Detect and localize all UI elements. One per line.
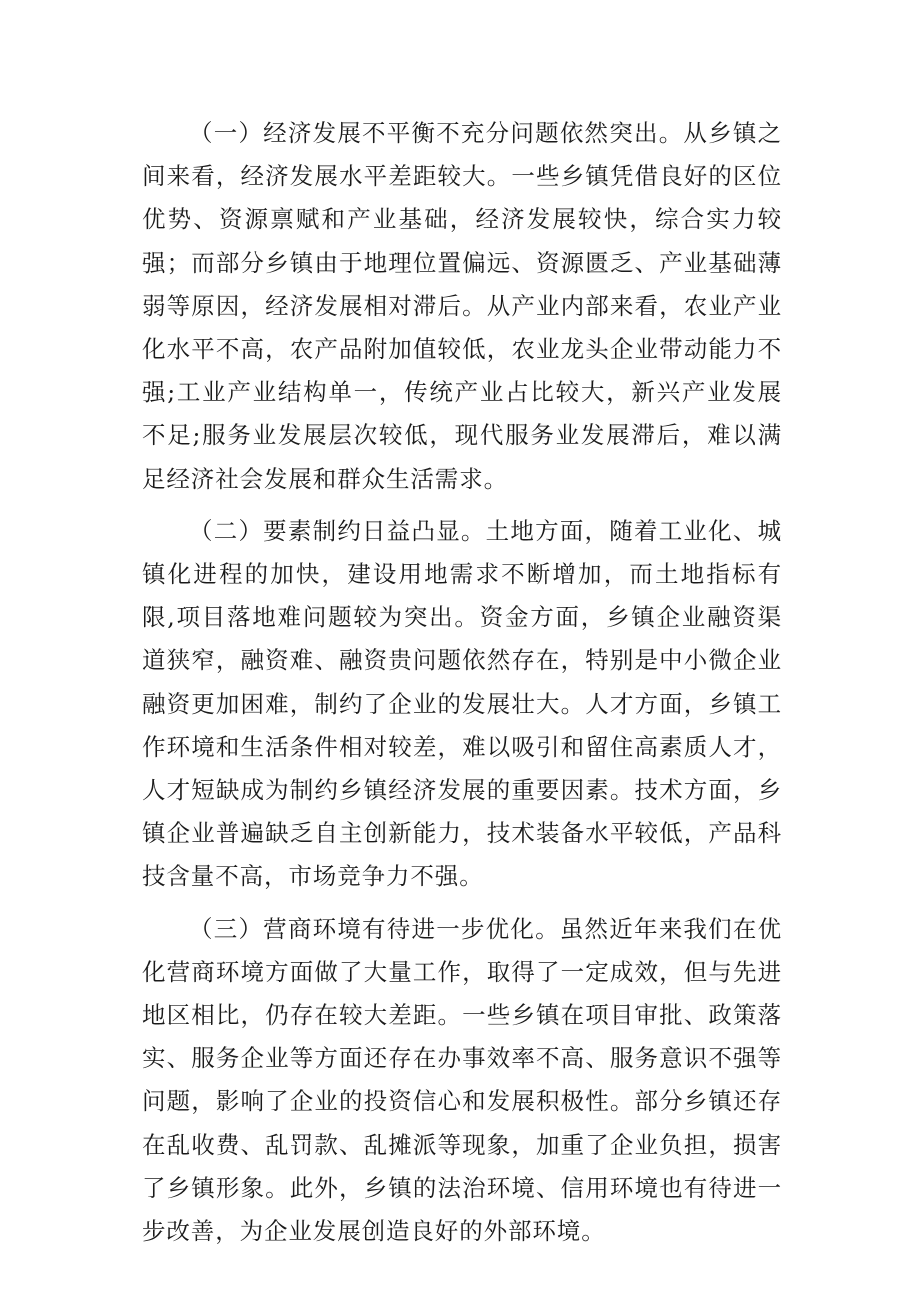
paragraph-economic-imbalance: （一）经济发展不平衡不充分问题依然突出。从乡镇之间来看，经济发展水平差距较大。一些乡镇凭借良好的区位优势、资源禀赋和产业基础，经济发展较快，综合实力较强；而部分乡镇由于地理位置偏远、资源匮乏、产业基础薄弱等原因，经济发展相对滞后。从产业内部来看，农业产业化水平不高，农产品附加值较低，农业龙头企业带动能力不强;工业产业结构单一，传统产业占比较大，新兴产业发展不足;服务业发展层次较低，现代服务业发展滞后，难以满足经济社会发展和群众生活需求。 bbox=[142, 119, 782, 493]
paragraph-business-environment: （三）营商环境有待进一步优化。虽然近年来我们在优化营商环境方面做了大量工作，取得了一定成效，但与先进地区相比，仍存在较大差距。一些乡镇在项目审批、政策落实、服务企业等方面还存在办事效率不高、服务意识不强等问题，影响了企业的投资信心和发展积极性。部分乡镇还存在乱收费、乱罚款、乱摊派等现象，加重了企业负担，损害了乡镇形象。此外，乡镇的法治环境、信用环境也有待进一步改善，为企业发展创造良好的外部环境。 bbox=[142, 914, 782, 1246]
document-body bbox=[142, 112, 782, 1262]
paragraph-factor-constraints: （二）要素制约日益凸显。土地方面，随着工业化、城镇化进程的加快，建设用地需求不断增加，而土地指标有限,项目落地难问题较为突出。资金方面，乡镇企业融资渠道狭窄，融资难、融资贵问题依然存在，特别是中小微企业融资更加困难，制约了企业的发展壮大。人才方面，乡镇工作环境和生活条件相对较差，难以吸引和留住高素质人才，人才短缺成为制约乡镇经济发展的重要因素。技术方面，乡镇企业普遍缺乏自主创新能力，技术装备水平较低，产品科技含量不高，市场竞争力不强。 bbox=[142, 516, 782, 891]
